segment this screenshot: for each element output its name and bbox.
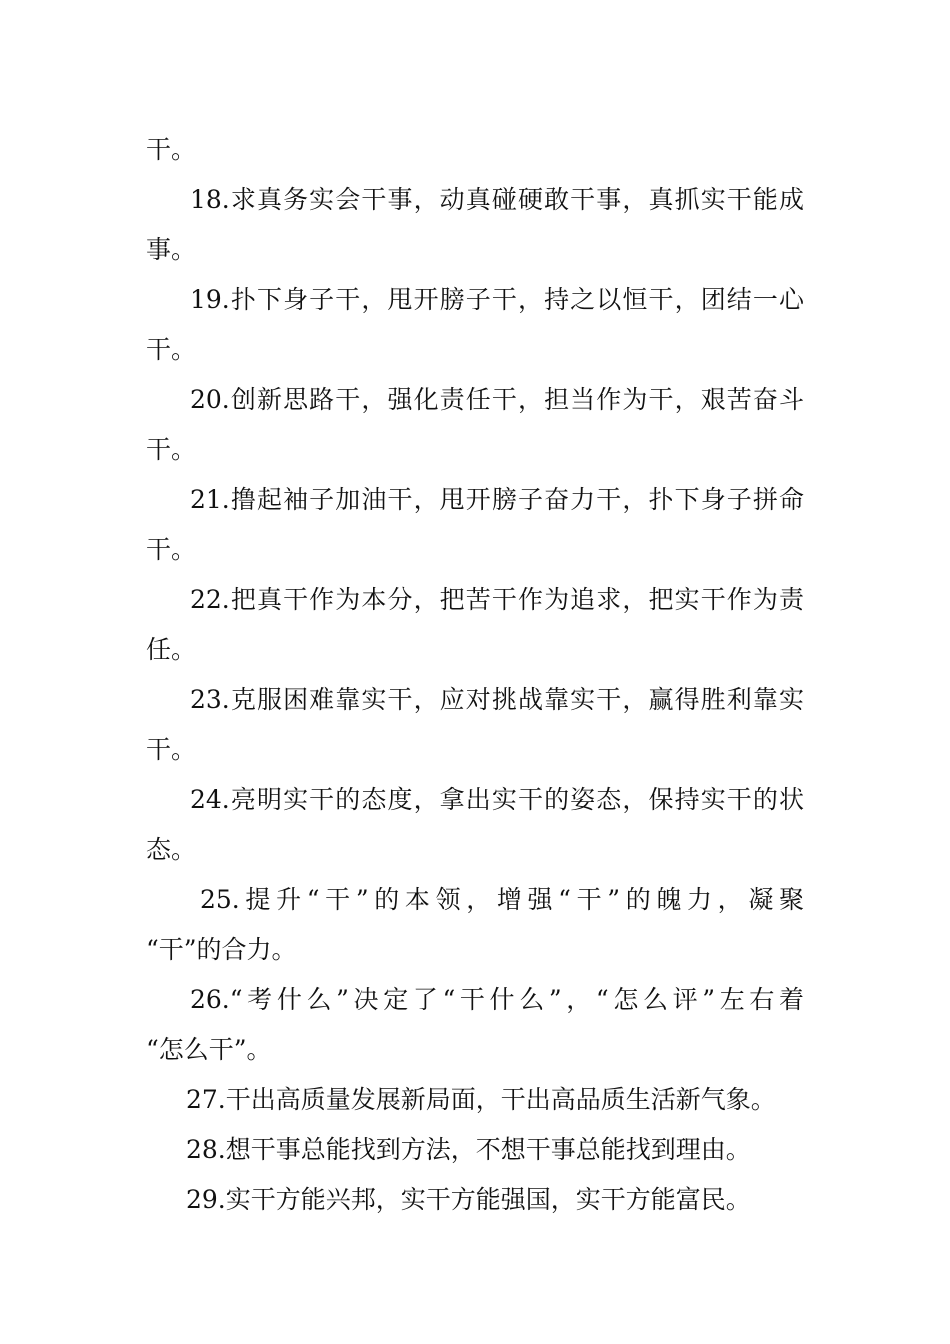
list-item-21: 21.撸起袖子加油干，甩开膀子奋力干，扑下身子拼命 bbox=[190, 485, 804, 514]
text-line: “干”的合力。 bbox=[146, 935, 297, 964]
list-item-29: 29.实干方能兴邦，实干方能强国，实干方能富民。 bbox=[186, 1185, 751, 1214]
list-item-23: 23.克服困难靠实干，应对挑战靠实干，赢得胜利靠实 bbox=[190, 685, 804, 714]
text-line: 干。 bbox=[146, 335, 197, 364]
text-line: 干。 bbox=[146, 535, 197, 564]
list-item-24: 24.亮明实干的态度，拿出实干的姿态，保持实干的状 bbox=[190, 785, 804, 814]
text-line: 干。 bbox=[146, 435, 197, 464]
text-line: 态。 bbox=[146, 835, 197, 864]
text-line: 干。 bbox=[146, 135, 197, 164]
text-line: 干。 bbox=[146, 735, 197, 764]
list-item-26: 26.“考什么”决定了“干什么”，“怎么评”左右着 bbox=[190, 985, 804, 1014]
list-item-22: 22.把真干作为本分，把苦干作为追求，把实干作为责 bbox=[190, 585, 804, 614]
list-item-20: 20.创新思路干，强化责任干，担当作为干，艰苦奋斗 bbox=[190, 385, 804, 414]
list-item-27: 27.干出高质量发展新局面，干出高品质生活新气象。 bbox=[186, 1085, 776, 1114]
text-line: “怎么干”。 bbox=[146, 1035, 272, 1064]
list-item-19: 19.扑下身子干，甩开膀子干，持之以恒干，团结一心 bbox=[190, 285, 804, 314]
text-line: 任。 bbox=[146, 635, 197, 664]
list-item-25: 25.提升“干”的本领，增强“干”的魄力，凝聚 bbox=[200, 885, 804, 914]
list-item-28: 28.想干事总能找到方法，不想干事总能找到理由。 bbox=[186, 1135, 751, 1164]
list-item-18: 18.求真务实会干事，动真碰硬敢干事，真抓实干能成 bbox=[190, 185, 804, 214]
text-line: 事。 bbox=[146, 235, 197, 264]
